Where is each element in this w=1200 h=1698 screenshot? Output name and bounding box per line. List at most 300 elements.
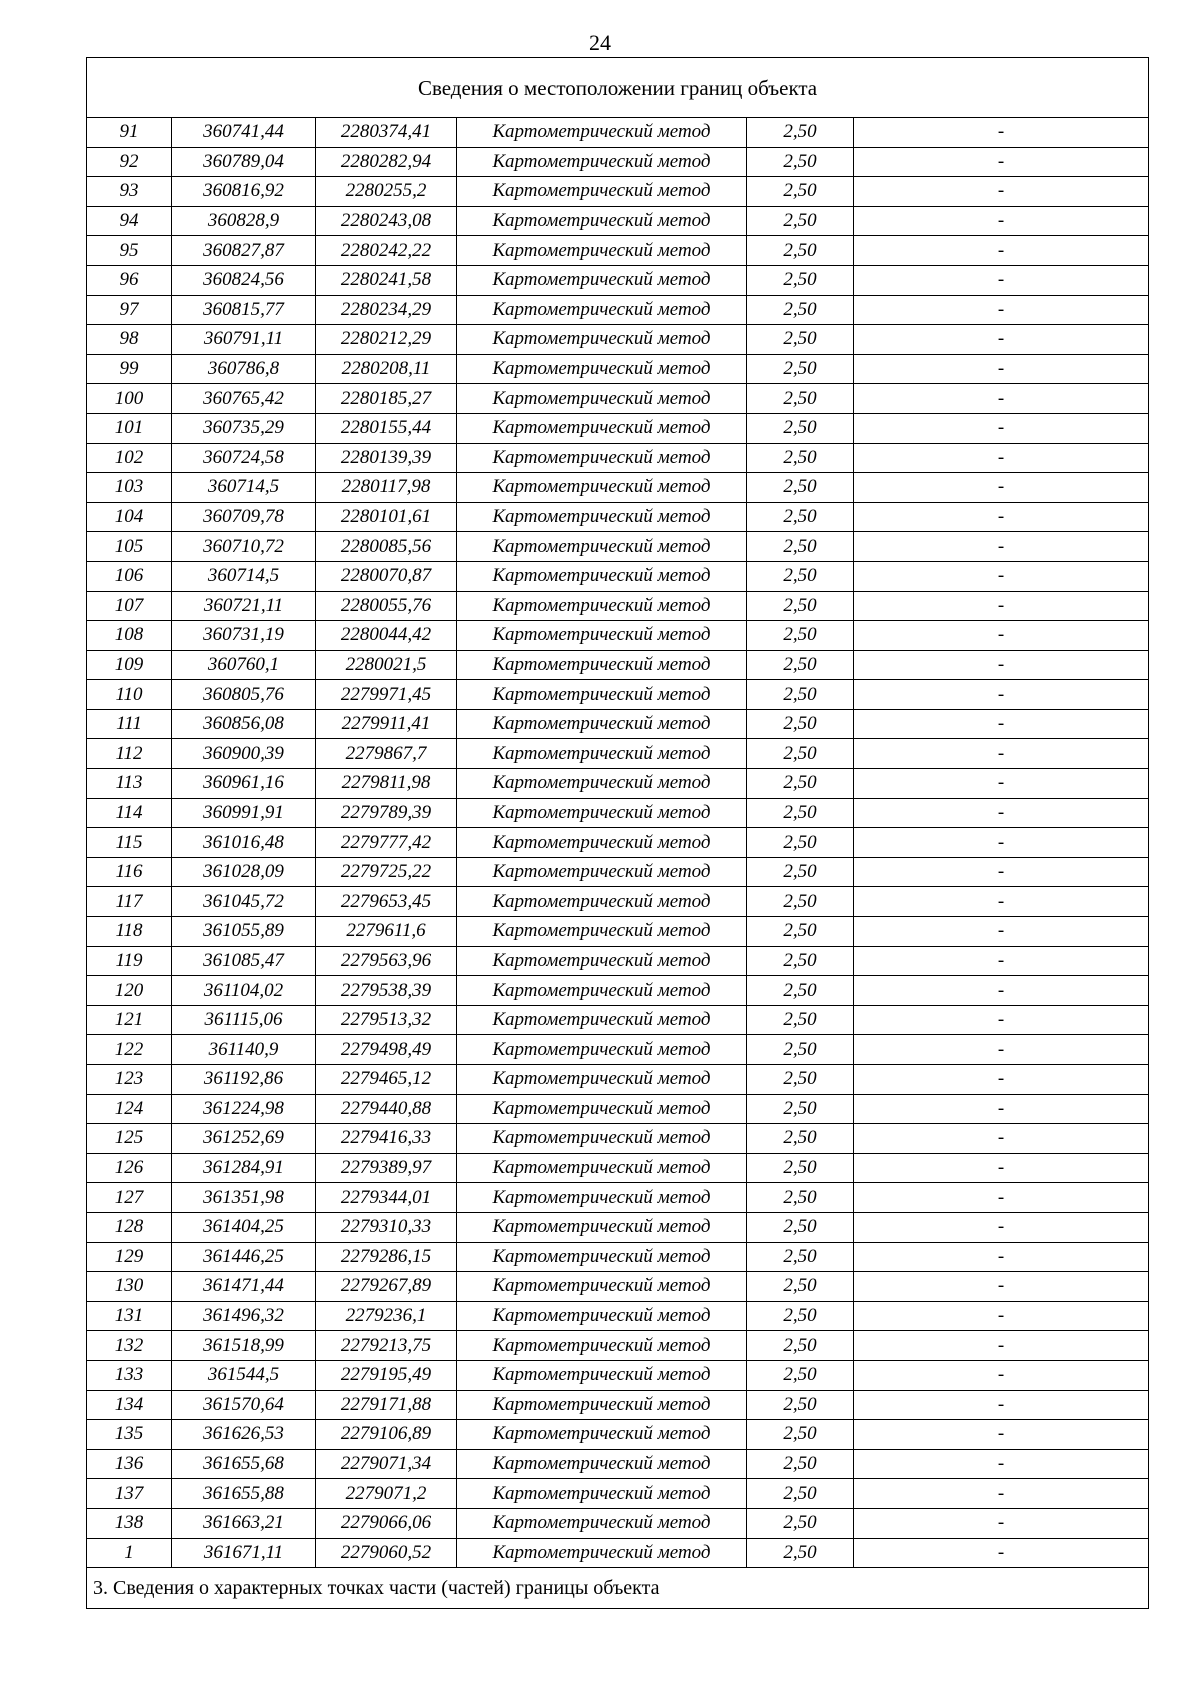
accuracy-cell: 2,50 (747, 1094, 854, 1124)
accuracy-cell: 2,50 (747, 1005, 854, 1035)
x-coordinate-cell: 361028,09 (172, 857, 316, 887)
description-cell: - (854, 147, 1149, 177)
description-cell: - (854, 917, 1149, 947)
description-cell: - (854, 1183, 1149, 1213)
description-cell: - (854, 857, 1149, 887)
accuracy-cell: 2,50 (747, 1301, 854, 1331)
point-number-cell: 136 (87, 1449, 172, 1479)
point-number-cell: 124 (87, 1094, 172, 1124)
method-cell: Картометрический метод (457, 1242, 747, 1272)
y-coordinate-cell: 2280070,87 (316, 561, 457, 591)
method-cell: Картометрический метод (457, 680, 747, 710)
method-cell: Картометрический метод (457, 473, 747, 503)
x-coordinate-cell: 361252,69 (172, 1124, 316, 1154)
accuracy-cell: 2,50 (747, 532, 854, 562)
y-coordinate-cell: 2280255,2 (316, 177, 457, 207)
x-coordinate-cell: 360760,1 (172, 650, 316, 680)
x-coordinate-cell: 361016,48 (172, 828, 316, 858)
point-number-cell: 131 (87, 1301, 172, 1331)
x-coordinate-cell: 361045,72 (172, 887, 316, 917)
description-cell: - (854, 1242, 1149, 1272)
point-number-cell: 100 (87, 384, 172, 414)
description-cell: - (854, 206, 1149, 236)
point-number-cell: 117 (87, 887, 172, 917)
method-cell: Картометрический метод (457, 1212, 747, 1242)
description-cell: - (854, 650, 1149, 680)
point-number-cell: 137 (87, 1479, 172, 1509)
table-row (87, 798, 1149, 828)
table-row (87, 473, 1149, 503)
x-coordinate-cell: 360991,91 (172, 798, 316, 828)
x-coordinate-cell: 361471,44 (172, 1272, 316, 1302)
y-coordinate-cell: 2279725,22 (316, 857, 457, 887)
description-cell: - (854, 1301, 1149, 1331)
table-footer-row (87, 1568, 1149, 1609)
table-row (87, 1005, 1149, 1035)
method-cell: Картометрический метод (457, 384, 747, 414)
y-coordinate-cell: 2279071,2 (316, 1479, 457, 1509)
description-cell: - (854, 946, 1149, 976)
description-cell: - (854, 1479, 1149, 1509)
point-number-cell: 1 (87, 1538, 172, 1568)
table-row (87, 1212, 1149, 1242)
method-cell: Картометрический метод (457, 709, 747, 739)
accuracy-cell: 2,50 (747, 354, 854, 384)
method-cell: Картометрический метод (457, 917, 747, 947)
x-coordinate-cell: 360900,39 (172, 739, 316, 769)
accuracy-cell: 2,50 (747, 177, 854, 207)
method-cell: Картометрический метод (457, 265, 747, 295)
table-row (87, 1508, 1149, 1538)
table-row (87, 1035, 1149, 1065)
table-row (87, 236, 1149, 266)
description-cell: - (854, 680, 1149, 710)
method-cell: Картометрический метод (457, 177, 747, 207)
y-coordinate-cell: 2279653,45 (316, 887, 457, 917)
table-row (87, 1272, 1149, 1302)
accuracy-cell: 2,50 (747, 206, 854, 236)
description-cell: - (854, 1272, 1149, 1302)
accuracy-cell: 2,50 (747, 591, 854, 621)
table-row (87, 532, 1149, 562)
method-cell: Картометрический метод (457, 1124, 747, 1154)
point-number-cell: 111 (87, 709, 172, 739)
method-cell: Картометрический метод (457, 236, 747, 266)
y-coordinate-cell: 2279498,49 (316, 1035, 457, 1065)
y-coordinate-cell: 2279416,33 (316, 1124, 457, 1154)
boundary-coordinates-table (86, 57, 1149, 1609)
table-row (87, 828, 1149, 858)
description-cell: - (854, 887, 1149, 917)
description-cell: - (854, 1065, 1149, 1095)
method-cell: Картометрический метод (457, 354, 747, 384)
accuracy-cell: 2,50 (747, 236, 854, 266)
method-cell: Картометрический метод (457, 1301, 747, 1331)
y-coordinate-cell: 2279440,88 (316, 1094, 457, 1124)
method-cell: Картометрический метод (457, 887, 747, 917)
point-number-cell: 128 (87, 1212, 172, 1242)
y-coordinate-cell: 2279563,96 (316, 946, 457, 976)
x-coordinate-cell: 361224,98 (172, 1094, 316, 1124)
y-coordinate-cell: 2279789,39 (316, 798, 457, 828)
y-coordinate-cell: 2279171,88 (316, 1390, 457, 1420)
accuracy-cell: 2,50 (747, 1508, 854, 1538)
description-cell: - (854, 532, 1149, 562)
y-coordinate-cell: 2280055,76 (316, 591, 457, 621)
accuracy-cell: 2,50 (747, 739, 854, 769)
point-number-cell: 110 (87, 680, 172, 710)
point-number-cell: 134 (87, 1390, 172, 1420)
accuracy-cell: 2,50 (747, 1242, 854, 1272)
accuracy-cell: 2,50 (747, 798, 854, 828)
method-cell: Картометрический метод (457, 1420, 747, 1450)
point-number-cell: 132 (87, 1331, 172, 1361)
description-cell: - (854, 798, 1149, 828)
accuracy-cell: 2,50 (747, 887, 854, 917)
table-row (87, 354, 1149, 384)
point-number-cell: 98 (87, 325, 172, 355)
accuracy-cell: 2,50 (747, 1212, 854, 1242)
table-row (87, 1390, 1149, 1420)
accuracy-cell: 2,50 (747, 413, 854, 443)
x-coordinate-cell: 360791,11 (172, 325, 316, 355)
x-coordinate-cell: 360816,92 (172, 177, 316, 207)
table-row (87, 1124, 1149, 1154)
point-number-cell: 97 (87, 295, 172, 325)
x-coordinate-cell: 360827,87 (172, 236, 316, 266)
description-cell: - (854, 1331, 1149, 1361)
section-heading: 3. Сведения о характерных точках части (частей) границы объекта (87, 1568, 1149, 1609)
y-coordinate-cell: 2279195,49 (316, 1360, 457, 1390)
table-row (87, 709, 1149, 739)
table-row (87, 206, 1149, 236)
x-coordinate-cell: 361518,99 (172, 1331, 316, 1361)
point-number-cell: 129 (87, 1242, 172, 1272)
y-coordinate-cell: 2279106,89 (316, 1420, 457, 1450)
table-row (87, 295, 1149, 325)
y-coordinate-cell: 2280242,22 (316, 236, 457, 266)
y-coordinate-cell: 2280139,39 (316, 443, 457, 473)
table-row (87, 1331, 1149, 1361)
accuracy-cell: 2,50 (747, 1035, 854, 1065)
point-number-cell: 99 (87, 354, 172, 384)
table-row (87, 384, 1149, 414)
y-coordinate-cell: 2280185,27 (316, 384, 457, 414)
accuracy-cell: 2,50 (747, 147, 854, 177)
point-number-cell: 115 (87, 828, 172, 858)
description-cell: - (854, 1153, 1149, 1183)
y-coordinate-cell: 2280101,61 (316, 502, 457, 532)
accuracy-cell: 2,50 (747, 1420, 854, 1450)
x-coordinate-cell: 361570,64 (172, 1390, 316, 1420)
description-cell: - (854, 295, 1149, 325)
description-cell: - (854, 177, 1149, 207)
x-coordinate-cell: 361104,02 (172, 976, 316, 1006)
table-row (87, 650, 1149, 680)
point-number-cell: 94 (87, 206, 172, 236)
x-coordinate-cell: 361404,25 (172, 1212, 316, 1242)
accuracy-cell: 2,50 (747, 650, 854, 680)
method-cell: Картометрический метод (457, 1094, 747, 1124)
method-cell: Картометрический метод (457, 532, 747, 562)
accuracy-cell: 2,50 (747, 561, 854, 591)
point-number-cell: 109 (87, 650, 172, 680)
accuracy-cell: 2,50 (747, 295, 854, 325)
description-cell: - (854, 591, 1149, 621)
accuracy-cell: 2,50 (747, 473, 854, 503)
point-number-cell: 106 (87, 561, 172, 591)
method-cell: Картометрический метод (457, 147, 747, 177)
method-cell: Картометрический метод (457, 561, 747, 591)
point-number-cell: 112 (87, 739, 172, 769)
point-number-cell: 96 (87, 265, 172, 295)
accuracy-cell: 2,50 (747, 709, 854, 739)
table-row (87, 1183, 1149, 1213)
y-coordinate-cell: 2280021,5 (316, 650, 457, 680)
method-cell: Картометрический метод (457, 1449, 747, 1479)
method-cell: Картометрический метод (457, 118, 747, 148)
x-coordinate-cell: 360714,5 (172, 473, 316, 503)
point-number-cell: 125 (87, 1124, 172, 1154)
y-coordinate-cell: 2280241,58 (316, 265, 457, 295)
table-row (87, 1094, 1149, 1124)
table-row (87, 1420, 1149, 1450)
x-coordinate-cell: 361446,25 (172, 1242, 316, 1272)
point-number-cell: 127 (87, 1183, 172, 1213)
point-number-cell: 126 (87, 1153, 172, 1183)
description-cell: - (854, 561, 1149, 591)
description-cell: - (854, 1420, 1149, 1450)
point-number-cell: 91 (87, 118, 172, 148)
point-number-cell: 107 (87, 591, 172, 621)
description-cell: - (854, 1449, 1149, 1479)
method-cell: Картометрический метод (457, 1153, 747, 1183)
x-coordinate-cell: 361284,91 (172, 1153, 316, 1183)
accuracy-cell: 2,50 (747, 1183, 854, 1213)
method-cell: Картометрический метод (457, 1508, 747, 1538)
description-cell: - (854, 1124, 1149, 1154)
x-coordinate-cell: 361544,5 (172, 1360, 316, 1390)
point-number-cell: 104 (87, 502, 172, 532)
x-coordinate-cell: 361655,88 (172, 1479, 316, 1509)
x-coordinate-cell: 360828,9 (172, 206, 316, 236)
table-row (87, 887, 1149, 917)
x-coordinate-cell: 360815,77 (172, 295, 316, 325)
description-cell: - (854, 354, 1149, 384)
point-number-cell: 118 (87, 917, 172, 947)
x-coordinate-cell: 360709,78 (172, 502, 316, 532)
table-row (87, 1153, 1149, 1183)
description-cell: - (854, 1005, 1149, 1035)
accuracy-cell: 2,50 (747, 828, 854, 858)
description-cell: - (854, 118, 1149, 148)
point-number-cell: 101 (87, 413, 172, 443)
x-coordinate-cell: 361085,47 (172, 946, 316, 976)
x-coordinate-cell: 360731,19 (172, 621, 316, 651)
description-cell: - (854, 473, 1149, 503)
point-number-cell: 123 (87, 1065, 172, 1095)
description-cell: - (854, 1212, 1149, 1242)
point-number-cell: 133 (87, 1360, 172, 1390)
table-row (87, 917, 1149, 947)
accuracy-cell: 2,50 (747, 1479, 854, 1509)
y-coordinate-cell: 2279267,89 (316, 1272, 457, 1302)
description-cell: - (854, 1094, 1149, 1124)
description-cell: - (854, 265, 1149, 295)
method-cell: Картометрический метод (457, 1538, 747, 1568)
accuracy-cell: 2,50 (747, 857, 854, 887)
method-cell: Картометрический метод (457, 828, 747, 858)
method-cell: Картометрический метод (457, 1005, 747, 1035)
description-cell: - (854, 828, 1149, 858)
y-coordinate-cell: 2279286,15 (316, 1242, 457, 1272)
method-cell: Картометрический метод (457, 591, 747, 621)
x-coordinate-cell: 360765,42 (172, 384, 316, 414)
y-coordinate-cell: 2280117,98 (316, 473, 457, 503)
y-coordinate-cell: 2280243,08 (316, 206, 457, 236)
description-cell: - (854, 413, 1149, 443)
y-coordinate-cell: 2279867,7 (316, 739, 457, 769)
description-cell: - (854, 769, 1149, 799)
point-number-cell: 120 (87, 976, 172, 1006)
point-number-cell: 116 (87, 857, 172, 887)
y-coordinate-cell: 2279911,41 (316, 709, 457, 739)
table-row (87, 443, 1149, 473)
accuracy-cell: 2,50 (747, 1390, 854, 1420)
table-row (87, 946, 1149, 976)
accuracy-cell: 2,50 (747, 769, 854, 799)
y-coordinate-cell: 2279811,98 (316, 769, 457, 799)
table-row (87, 621, 1149, 651)
point-number-cell: 108 (87, 621, 172, 651)
x-coordinate-cell: 361626,53 (172, 1420, 316, 1450)
method-cell: Картометрический метод (457, 1331, 747, 1361)
x-coordinate-cell: 360786,8 (172, 354, 316, 384)
method-cell: Картометрический метод (457, 502, 747, 532)
table-row (87, 325, 1149, 355)
method-cell: Картометрический метод (457, 413, 747, 443)
method-cell: Картометрический метод (457, 295, 747, 325)
table-row (87, 265, 1149, 295)
description-cell: - (854, 1508, 1149, 1538)
table-row (87, 1538, 1149, 1568)
x-coordinate-cell: 361055,89 (172, 917, 316, 947)
method-cell: Картометрический метод (457, 621, 747, 651)
table-row (87, 1360, 1149, 1390)
accuracy-cell: 2,50 (747, 1449, 854, 1479)
method-cell: Картометрический метод (457, 1272, 747, 1302)
x-coordinate-cell: 361192,86 (172, 1065, 316, 1095)
x-coordinate-cell: 361655,68 (172, 1449, 316, 1479)
accuracy-cell: 2,50 (747, 1538, 854, 1568)
table-row (87, 502, 1149, 532)
point-number-cell: 93 (87, 177, 172, 207)
method-cell: Картометрический метод (457, 650, 747, 680)
method-cell: Картометрический метод (457, 739, 747, 769)
method-cell: Картометрический метод (457, 1065, 747, 1095)
x-coordinate-cell: 360961,16 (172, 769, 316, 799)
table-row (87, 1301, 1149, 1331)
accuracy-cell: 2,50 (747, 325, 854, 355)
table-row (87, 857, 1149, 887)
table-row (87, 591, 1149, 621)
table-row (87, 680, 1149, 710)
point-number-cell: 103 (87, 473, 172, 503)
accuracy-cell: 2,50 (747, 1331, 854, 1361)
method-cell: Картометрический метод (457, 798, 747, 828)
point-number-cell: 122 (87, 1035, 172, 1065)
method-cell: Картометрический метод (457, 206, 747, 236)
accuracy-cell: 2,50 (747, 265, 854, 295)
y-coordinate-cell: 2279465,12 (316, 1065, 457, 1095)
table-title: Сведения о местоположении границ объекта (87, 58, 1149, 118)
table-title-row (87, 58, 1149, 118)
table-row (87, 147, 1149, 177)
accuracy-cell: 2,50 (747, 1065, 854, 1095)
x-coordinate-cell: 360741,44 (172, 118, 316, 148)
y-coordinate-cell: 2279389,97 (316, 1153, 457, 1183)
x-coordinate-cell: 361671,11 (172, 1538, 316, 1568)
point-number-cell: 130 (87, 1272, 172, 1302)
description-cell: - (854, 1360, 1149, 1390)
accuracy-cell: 2,50 (747, 917, 854, 947)
point-number-cell: 135 (87, 1420, 172, 1450)
accuracy-cell: 2,50 (747, 946, 854, 976)
method-cell: Картометрический метод (457, 946, 747, 976)
description-cell: - (854, 502, 1149, 532)
point-number-cell: 138 (87, 1508, 172, 1538)
table-row (87, 1449, 1149, 1479)
accuracy-cell: 2,50 (747, 384, 854, 414)
y-coordinate-cell: 2279066,06 (316, 1508, 457, 1538)
description-cell: - (854, 236, 1149, 266)
description-cell: - (854, 976, 1149, 1006)
description-cell: - (854, 739, 1149, 769)
method-cell: Картометрический метод (457, 1183, 747, 1213)
method-cell: Картометрический метод (457, 443, 747, 473)
x-coordinate-cell: 360724,58 (172, 443, 316, 473)
x-coordinate-cell: 360824,56 (172, 265, 316, 295)
description-cell: - (854, 325, 1149, 355)
y-coordinate-cell: 2279060,52 (316, 1538, 457, 1568)
table-row (87, 118, 1149, 148)
description-cell: - (854, 1035, 1149, 1065)
accuracy-cell: 2,50 (747, 118, 854, 148)
method-cell: Картометрический метод (457, 1390, 747, 1420)
y-coordinate-cell: 2279071,34 (316, 1449, 457, 1479)
accuracy-cell: 2,50 (747, 1124, 854, 1154)
table-row (87, 739, 1149, 769)
accuracy-cell: 2,50 (747, 1360, 854, 1390)
point-number-cell: 113 (87, 769, 172, 799)
y-coordinate-cell: 2280044,42 (316, 621, 457, 651)
description-cell: - (854, 709, 1149, 739)
point-number-cell: 121 (87, 1005, 172, 1035)
x-coordinate-cell: 361115,06 (172, 1005, 316, 1035)
y-coordinate-cell: 2279310,33 (316, 1212, 457, 1242)
x-coordinate-cell: 360721,11 (172, 591, 316, 621)
y-coordinate-cell: 2279538,39 (316, 976, 457, 1006)
point-number-cell: 114 (87, 798, 172, 828)
description-cell: - (854, 1390, 1149, 1420)
page-number: 24 (589, 30, 611, 55)
accuracy-cell: 2,50 (747, 443, 854, 473)
table-row (87, 413, 1149, 443)
x-coordinate-cell: 360714,5 (172, 561, 316, 591)
x-coordinate-cell: 360710,72 (172, 532, 316, 562)
x-coordinate-cell: 360805,76 (172, 680, 316, 710)
accuracy-cell: 2,50 (747, 976, 854, 1006)
